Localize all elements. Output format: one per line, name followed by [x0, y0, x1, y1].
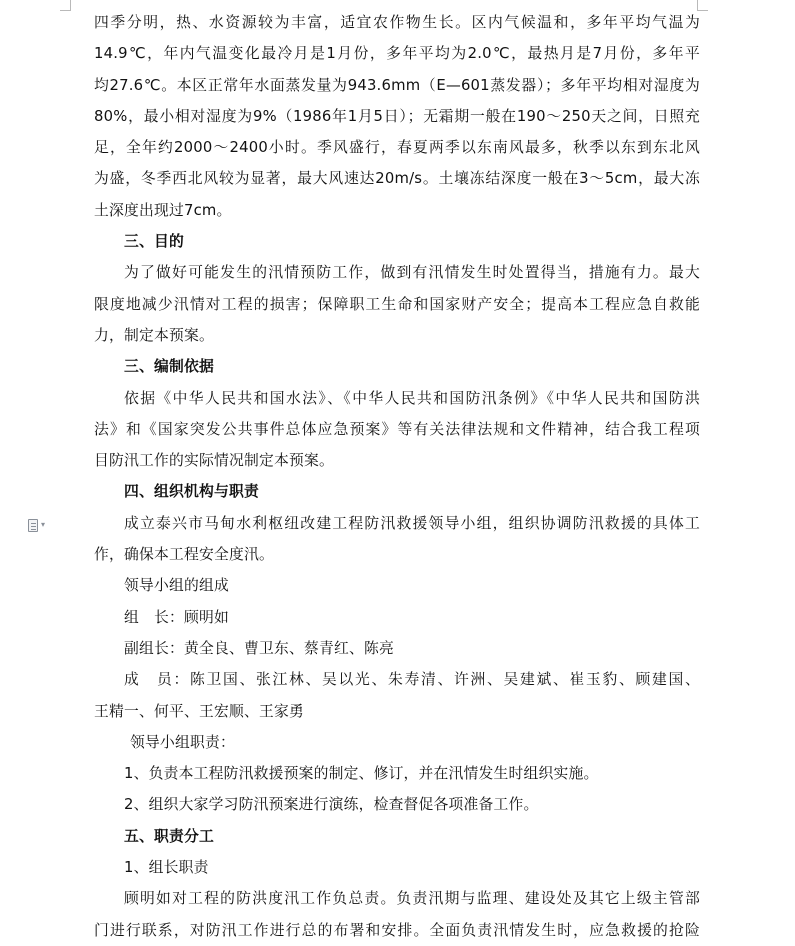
- paragraph-line: 目防汛工作的实际情况制定本预案。: [94, 452, 334, 470]
- paragraph-line: 14.9℃，年内气温变化最冷月是1月份，多年平均为2.0℃，最热月是7月份，多年平: [94, 45, 700, 63]
- deputy-leader-line: 副组长：黄全良、曹卫东、蔡青红、陈亮: [124, 639, 394, 657]
- paragraph-line: 80%，最小相对湿度为9%（1986年1月5日）；无霜期一般在190～250天之间，日照充: [94, 107, 700, 125]
- paragraph-line: 土深度出现过7cm。: [94, 201, 232, 219]
- list-item: 1、负责本工程防汛救援预案的制定、修订，并在汛情发生时组织实施。: [124, 765, 599, 783]
- paragraph-line: 顾明如对工程的防洪度汛工作负总责。负责汛期与监理、建设处及其它上级主管部: [124, 890, 700, 908]
- crop-mark: [70, 0, 71, 10]
- paragraph-line: 均27.6℃。本区正常年水面蒸发量为943.6mm（E—601蒸发器）；多年平均相对湿度为: [94, 76, 700, 94]
- document-icon: [28, 519, 38, 532]
- chevron-down-icon: ▾: [41, 520, 46, 529]
- paragraph-line: 门进行联系，对防汛工作进行总的布署和安排。全面负责汛情发生时，应急救援的抢险: [94, 921, 700, 939]
- paragraph-line: 力，制定本预案。: [94, 326, 214, 344]
- paragraph-line: 依据《中华人民共和国水法》、《中华人民共和国防汛条例》《中华人民共和国防洪: [124, 389, 700, 407]
- section-heading: 三、编制依据: [124, 358, 214, 376]
- list-heading: 领导小组的组成: [124, 577, 229, 595]
- members-line: 成 员：陈卫国、张江林、吴以光、朱寿清、许洲、吴建斌、崔玉豹、顾建国、: [124, 671, 700, 689]
- list-heading: 领导小组职责：: [130, 733, 235, 751]
- paragraph-line: 四季分明，热、水资源较为丰富，适宜农作物生长。区内气候温和，多年平均气温为: [94, 14, 700, 31]
- paragraph-line: 为盛，冬季西北风较为显著，最大风速达20m/s。土壤冻结深度一般在3～5cm，最大冻: [94, 170, 700, 188]
- section-heading: 三、目的: [124, 233, 184, 251]
- section-heading: 五、职责分工: [124, 827, 214, 845]
- list-item: 2、组织大家学习防汛预案进行演练，检查督促各项准备工作。: [124, 796, 539, 814]
- section-heading: 四、组织机构与职责: [124, 483, 259, 501]
- members-line: 王精一、何平、王宏顺、王家勇: [94, 702, 304, 720]
- subsection-heading: 1、组长职责: [124, 859, 209, 877]
- document-body: [94, 7, 700, 946]
- paragraph-line: 作，确保本工程安全度汛。: [94, 546, 274, 564]
- paragraph-line: 法》和《国家突发公共事件总体应急预案》等有关法律法规和文件精神，结合我工程项: [94, 420, 700, 438]
- paragraph-line: 为了做好可能发生的汛情预防工作，做到有汛情发生时处置得当，措施有力。最大: [124, 264, 700, 282]
- paragraph-options-button[interactable]: [28, 518, 50, 532]
- crop-mark: [60, 10, 71, 11]
- paragraph-line: 足，全年约2000～2400小时。季风盛行，春夏两季以东南风最多，秋季以东到东北风: [94, 139, 700, 157]
- leader-line: 组 长：顾明如: [124, 608, 229, 626]
- paragraph-line: 限度地减少汛情对工程的损害；保障职工生命和国家财产安全；提高本工程应急自救能: [94, 295, 700, 313]
- paragraph-line: 成立泰兴市马甸水利枢纽改建工程防汛救援领导小组，组织协调防汛救援的具体工: [124, 514, 700, 532]
